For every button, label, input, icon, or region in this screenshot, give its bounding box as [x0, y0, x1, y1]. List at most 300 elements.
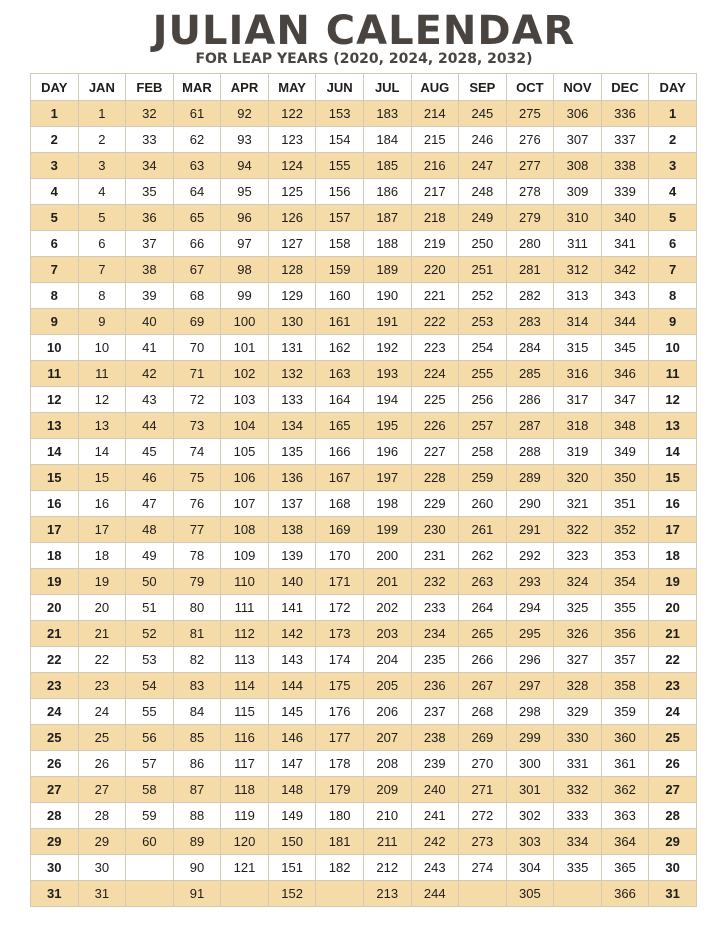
julian-day-cell: 274: [459, 855, 507, 881]
julian-day-cell: [126, 881, 174, 907]
table-row: [31, 439, 697, 465]
julian-day-cell: 187: [363, 205, 411, 231]
julian-day-cell: 329: [554, 699, 602, 725]
table-row: [31, 699, 697, 725]
julian-day-cell: 163: [316, 361, 364, 387]
julian-day-cell: 235: [411, 647, 459, 673]
julian-day-cell: 331: [554, 751, 602, 777]
julian-day-cell: 32: [126, 101, 174, 127]
julian-day-cell: 364: [601, 829, 649, 855]
julian-day-cell: 31: [78, 881, 126, 907]
julian-day-cell: 323: [554, 543, 602, 569]
julian-day-cell: 289: [506, 465, 554, 491]
julian-day-cell: 120: [221, 829, 269, 855]
julian-day-cell: 202: [363, 595, 411, 621]
julian-day-cell: 42: [126, 361, 174, 387]
julian-day-cell: 180: [316, 803, 364, 829]
julian-day-cell: 134: [268, 413, 316, 439]
julian-day-cell: 121: [221, 855, 269, 881]
julian-day-cell: 291: [506, 517, 554, 543]
julian-calendar-table: [30, 73, 697, 907]
julian-day-cell: 224: [411, 361, 459, 387]
julian-day-cell: 306: [554, 101, 602, 127]
julian-day-cell: 38: [126, 257, 174, 283]
day-cell: 28: [649, 803, 697, 829]
julian-day-cell: 40: [126, 309, 174, 335]
julian-day-cell: 11: [78, 361, 126, 387]
day-cell: 4: [31, 179, 79, 205]
julian-day-cell: 61: [173, 101, 221, 127]
julian-day-cell: 18: [78, 543, 126, 569]
julian-day-cell: 114: [221, 673, 269, 699]
julian-day-cell: 161: [316, 309, 364, 335]
julian-day-cell: 125: [268, 179, 316, 205]
table-row: [31, 543, 697, 569]
julian-day-cell: 118: [221, 777, 269, 803]
julian-day-cell: 131: [268, 335, 316, 361]
julian-day-cell: 206: [363, 699, 411, 725]
julian-day-cell: 43: [126, 387, 174, 413]
table-row: [31, 335, 697, 361]
julian-day-cell: 35: [126, 179, 174, 205]
julian-day-cell: 116: [221, 725, 269, 751]
julian-day-cell: 281: [506, 257, 554, 283]
julian-day-cell: 45: [126, 439, 174, 465]
julian-day-cell: 109: [221, 543, 269, 569]
julian-day-cell: 246: [459, 127, 507, 153]
julian-day-cell: 335: [554, 855, 602, 881]
julian-day-cell: 307: [554, 127, 602, 153]
julian-day-cell: 234: [411, 621, 459, 647]
julian-day-cell: 321: [554, 491, 602, 517]
julian-day-cell: 223: [411, 335, 459, 361]
table-row: [31, 257, 697, 283]
column-header: JUN: [316, 74, 364, 101]
julian-day-cell: 27: [78, 777, 126, 803]
julian-day-cell: 172: [316, 595, 364, 621]
julian-day-cell: 64: [173, 179, 221, 205]
julian-day-cell: 15: [78, 465, 126, 491]
column-header: OCT: [506, 74, 554, 101]
julian-day-cell: 239: [411, 751, 459, 777]
julian-day-cell: 276: [506, 127, 554, 153]
julian-day-cell: 53: [126, 647, 174, 673]
day-cell: 26: [649, 751, 697, 777]
julian-day-cell: 153: [316, 101, 364, 127]
day-cell: 31: [649, 881, 697, 907]
julian-day-cell: 200: [363, 543, 411, 569]
table-row: [31, 647, 697, 673]
day-cell: 17: [649, 517, 697, 543]
julian-day-cell: 49: [126, 543, 174, 569]
julian-day-cell: 5: [78, 205, 126, 231]
julian-day-cell: 314: [554, 309, 602, 335]
julian-day-cell: 247: [459, 153, 507, 179]
julian-day-cell: 282: [506, 283, 554, 309]
julian-day-cell: 249: [459, 205, 507, 231]
julian-day-cell: 90: [173, 855, 221, 881]
julian-day-cell: 29: [78, 829, 126, 855]
julian-day-cell: 229: [411, 491, 459, 517]
day-cell: 2: [31, 127, 79, 153]
julian-day-cell: 336: [601, 101, 649, 127]
julian-day-cell: 328: [554, 673, 602, 699]
julian-day-cell: 113: [221, 647, 269, 673]
table-row: [31, 881, 697, 907]
julian-day-cell: 10: [78, 335, 126, 361]
julian-day-cell: 201: [363, 569, 411, 595]
julian-day-cell: 244: [411, 881, 459, 907]
julian-day-cell: 127: [268, 231, 316, 257]
column-header: MAR: [173, 74, 221, 101]
day-cell: 14: [31, 439, 79, 465]
julian-day-cell: 197: [363, 465, 411, 491]
julian-day-cell: 56: [126, 725, 174, 751]
julian-day-cell: 175: [316, 673, 364, 699]
day-cell: 29: [31, 829, 79, 855]
julian-day-cell: 324: [554, 569, 602, 595]
table-row: [31, 205, 697, 231]
julian-day-cell: 145: [268, 699, 316, 725]
julian-day-cell: 124: [268, 153, 316, 179]
julian-day-cell: 362: [601, 777, 649, 803]
julian-day-cell: 360: [601, 725, 649, 751]
julian-day-cell: 148: [268, 777, 316, 803]
julian-day-cell: 72: [173, 387, 221, 413]
julian-day-cell: 209: [363, 777, 411, 803]
julian-day-cell: 337: [601, 127, 649, 153]
julian-day-cell: 37: [126, 231, 174, 257]
julian-day-cell: 254: [459, 335, 507, 361]
julian-day-cell: 346: [601, 361, 649, 387]
julian-day-cell: 143: [268, 647, 316, 673]
julian-day-cell: 150: [268, 829, 316, 855]
julian-day-cell: 156: [316, 179, 364, 205]
julian-day-cell: 350: [601, 465, 649, 491]
julian-day-cell: 241: [411, 803, 459, 829]
julian-day-cell: 44: [126, 413, 174, 439]
day-cell: 23: [31, 673, 79, 699]
column-header: DEC: [601, 74, 649, 101]
julian-day-cell: 91: [173, 881, 221, 907]
table-row: [31, 777, 697, 803]
julian-day-cell: 327: [554, 647, 602, 673]
julian-day-cell: 135: [268, 439, 316, 465]
julian-day-cell: 313: [554, 283, 602, 309]
julian-day-cell: 7: [78, 257, 126, 283]
julian-day-cell: 87: [173, 777, 221, 803]
day-cell: 13: [31, 413, 79, 439]
julian-day-cell: 59: [126, 803, 174, 829]
julian-day-cell: 232: [411, 569, 459, 595]
julian-day-cell: 3: [78, 153, 126, 179]
julian-day-cell: 78: [173, 543, 221, 569]
julian-day-cell: 140: [268, 569, 316, 595]
julian-day-cell: 193: [363, 361, 411, 387]
julian-day-cell: 186: [363, 179, 411, 205]
day-cell: 18: [649, 543, 697, 569]
julian-day-cell: 41: [126, 335, 174, 361]
julian-day-cell: 298: [506, 699, 554, 725]
day-cell: 10: [31, 335, 79, 361]
julian-day-cell: 30: [78, 855, 126, 881]
julian-day-cell: 123: [268, 127, 316, 153]
julian-day-cell: 181: [316, 829, 364, 855]
column-header: JAN: [78, 74, 126, 101]
julian-day-cell: 141: [268, 595, 316, 621]
julian-day-cell: 111: [221, 595, 269, 621]
julian-day-cell: 256: [459, 387, 507, 413]
julian-day-cell: 74: [173, 439, 221, 465]
julian-day-cell: 46: [126, 465, 174, 491]
julian-day-cell: 122: [268, 101, 316, 127]
table-row: [31, 725, 697, 751]
julian-day-cell: 67: [173, 257, 221, 283]
day-cell: 24: [31, 699, 79, 725]
julian-day-cell: 4: [78, 179, 126, 205]
day-cell: 13: [649, 413, 697, 439]
julian-day-cell: 296: [506, 647, 554, 673]
julian-day-cell: 361: [601, 751, 649, 777]
day-cell: 15: [649, 465, 697, 491]
julian-day-cell: 178: [316, 751, 364, 777]
day-cell: 11: [649, 361, 697, 387]
julian-day-cell: 242: [411, 829, 459, 855]
day-cell: 1: [649, 101, 697, 127]
julian-day-cell: 264: [459, 595, 507, 621]
julian-day-cell: 357: [601, 647, 649, 673]
julian-day-cell: [459, 881, 507, 907]
julian-day-cell: 192: [363, 335, 411, 361]
column-header: AUG: [411, 74, 459, 101]
column-header: APR: [221, 74, 269, 101]
julian-day-cell: 316: [554, 361, 602, 387]
julian-day-cell: 334: [554, 829, 602, 855]
julian-day-cell: 325: [554, 595, 602, 621]
julian-day-cell: 169: [316, 517, 364, 543]
julian-day-cell: 84: [173, 699, 221, 725]
julian-day-cell: 203: [363, 621, 411, 647]
day-cell: 6: [649, 231, 697, 257]
julian-day-cell: 318: [554, 413, 602, 439]
julian-day-cell: 216: [411, 153, 459, 179]
julian-day-cell: 23: [78, 673, 126, 699]
julian-day-cell: 207: [363, 725, 411, 751]
day-cell: 27: [649, 777, 697, 803]
julian-day-cell: 98: [221, 257, 269, 283]
table-row: [31, 231, 697, 257]
julian-day-cell: 353: [601, 543, 649, 569]
julian-day-cell: 230: [411, 517, 459, 543]
julian-day-cell: 240: [411, 777, 459, 803]
day-cell: 16: [31, 491, 79, 517]
julian-day-cell: 340: [601, 205, 649, 231]
julian-day-cell: 151: [268, 855, 316, 881]
julian-day-cell: 245: [459, 101, 507, 127]
day-cell: 16: [649, 491, 697, 517]
julian-day-cell: 138: [268, 517, 316, 543]
julian-day-cell: 48: [126, 517, 174, 543]
julian-day-cell: 363: [601, 803, 649, 829]
day-cell: 5: [649, 205, 697, 231]
julian-day-cell: 66: [173, 231, 221, 257]
julian-day-cell: 304: [506, 855, 554, 881]
julian-day-cell: 270: [459, 751, 507, 777]
julian-day-cell: 168: [316, 491, 364, 517]
julian-day-cell: 85: [173, 725, 221, 751]
julian-day-cell: 155: [316, 153, 364, 179]
julian-day-cell: 19: [78, 569, 126, 595]
julian-day-cell: 198: [363, 491, 411, 517]
day-cell: 21: [649, 621, 697, 647]
julian-day-cell: 39: [126, 283, 174, 309]
julian-day-cell: 277: [506, 153, 554, 179]
julian-day-cell: 182: [316, 855, 364, 881]
julian-day-cell: 365: [601, 855, 649, 881]
julian-day-cell: 112: [221, 621, 269, 647]
julian-day-cell: 358: [601, 673, 649, 699]
table-header-row: [31, 74, 697, 101]
julian-day-cell: 146: [268, 725, 316, 751]
julian-day-cell: 225: [411, 387, 459, 413]
table-row: [31, 491, 697, 517]
table-row: [31, 361, 697, 387]
julian-day-cell: 117: [221, 751, 269, 777]
day-cell: 2: [649, 127, 697, 153]
julian-day-cell: 89: [173, 829, 221, 855]
julian-day-cell: [126, 855, 174, 881]
julian-day-cell: 81: [173, 621, 221, 647]
julian-day-cell: 8: [78, 283, 126, 309]
julian-day-cell: 257: [459, 413, 507, 439]
julian-day-cell: 97: [221, 231, 269, 257]
julian-day-cell: 95: [221, 179, 269, 205]
julian-day-cell: 348: [601, 413, 649, 439]
julian-day-cell: 183: [363, 101, 411, 127]
table-row: [31, 309, 697, 335]
julian-day-cell: 268: [459, 699, 507, 725]
julian-day-cell: 300: [506, 751, 554, 777]
julian-day-cell: 62: [173, 127, 221, 153]
julian-day-cell: 210: [363, 803, 411, 829]
julian-day-cell: 60: [126, 829, 174, 855]
table-row: [31, 621, 697, 647]
julian-day-cell: 68: [173, 283, 221, 309]
day-cell: 1: [31, 101, 79, 127]
julian-day-cell: 166: [316, 439, 364, 465]
julian-day-cell: 288: [506, 439, 554, 465]
table-row: [31, 283, 697, 309]
julian-day-cell: 299: [506, 725, 554, 751]
table-row: [31, 751, 697, 777]
julian-day-cell: 227: [411, 439, 459, 465]
column-header: MAY: [268, 74, 316, 101]
julian-day-cell: 154: [316, 127, 364, 153]
day-cell: 11: [31, 361, 79, 387]
table-row: [31, 179, 697, 205]
julian-day-cell: 136: [268, 465, 316, 491]
julian-day-cell: 220: [411, 257, 459, 283]
julian-day-cell: 14: [78, 439, 126, 465]
column-header: NOV: [554, 74, 602, 101]
julian-day-cell: 47: [126, 491, 174, 517]
table-row: [31, 569, 697, 595]
column-header: JUL: [363, 74, 411, 101]
julian-day-cell: 231: [411, 543, 459, 569]
julian-day-cell: 17: [78, 517, 126, 543]
julian-day-cell: 286: [506, 387, 554, 413]
julian-day-cell: 263: [459, 569, 507, 595]
julian-day-cell: 159: [316, 257, 364, 283]
julian-day-cell: 188: [363, 231, 411, 257]
julian-day-cell: 65: [173, 205, 221, 231]
day-cell: 25: [31, 725, 79, 751]
julian-day-cell: 221: [411, 283, 459, 309]
julian-day-cell: 262: [459, 543, 507, 569]
day-cell: 9: [649, 309, 697, 335]
julian-day-cell: 315: [554, 335, 602, 361]
julian-day-cell: 317: [554, 387, 602, 413]
julian-day-cell: 9: [78, 309, 126, 335]
julian-day-cell: 75: [173, 465, 221, 491]
julian-day-cell: 83: [173, 673, 221, 699]
julian-day-cell: 355: [601, 595, 649, 621]
julian-day-cell: 54: [126, 673, 174, 699]
julian-day-cell: 309: [554, 179, 602, 205]
julian-day-cell: 303: [506, 829, 554, 855]
julian-day-cell: 149: [268, 803, 316, 829]
julian-day-cell: 322: [554, 517, 602, 543]
julian-day-cell: 226: [411, 413, 459, 439]
julian-day-cell: 167: [316, 465, 364, 491]
julian-day-cell: 342: [601, 257, 649, 283]
day-cell: 20: [31, 595, 79, 621]
julian-day-cell: 22: [78, 647, 126, 673]
day-cell: 7: [31, 257, 79, 283]
julian-day-cell: 24: [78, 699, 126, 725]
julian-day-cell: 212: [363, 855, 411, 881]
julian-day-cell: 332: [554, 777, 602, 803]
julian-day-cell: 237: [411, 699, 459, 725]
julian-day-cell: 284: [506, 335, 554, 361]
julian-day-cell: 12: [78, 387, 126, 413]
julian-day-cell: 26: [78, 751, 126, 777]
julian-day-cell: 184: [363, 127, 411, 153]
julian-day-cell: 251: [459, 257, 507, 283]
julian-day-cell: 302: [506, 803, 554, 829]
julian-day-cell: 69: [173, 309, 221, 335]
julian-day-cell: 33: [126, 127, 174, 153]
julian-day-cell: 279: [506, 205, 554, 231]
day-cell: 25: [649, 725, 697, 751]
julian-day-cell: 119: [221, 803, 269, 829]
julian-day-cell: 73: [173, 413, 221, 439]
julian-day-cell: 103: [221, 387, 269, 413]
day-cell: 23: [649, 673, 697, 699]
julian-day-cell: 265: [459, 621, 507, 647]
julian-day-cell: 173: [316, 621, 364, 647]
julian-day-cell: 58: [126, 777, 174, 803]
julian-day-cell: 236: [411, 673, 459, 699]
julian-day-cell: 101: [221, 335, 269, 361]
julian-day-cell: 219: [411, 231, 459, 257]
day-cell: 4: [649, 179, 697, 205]
day-cell: 14: [649, 439, 697, 465]
julian-day-cell: 287: [506, 413, 554, 439]
julian-day-cell: 147: [268, 751, 316, 777]
julian-day-cell: 290: [506, 491, 554, 517]
julian-day-cell: 208: [363, 751, 411, 777]
